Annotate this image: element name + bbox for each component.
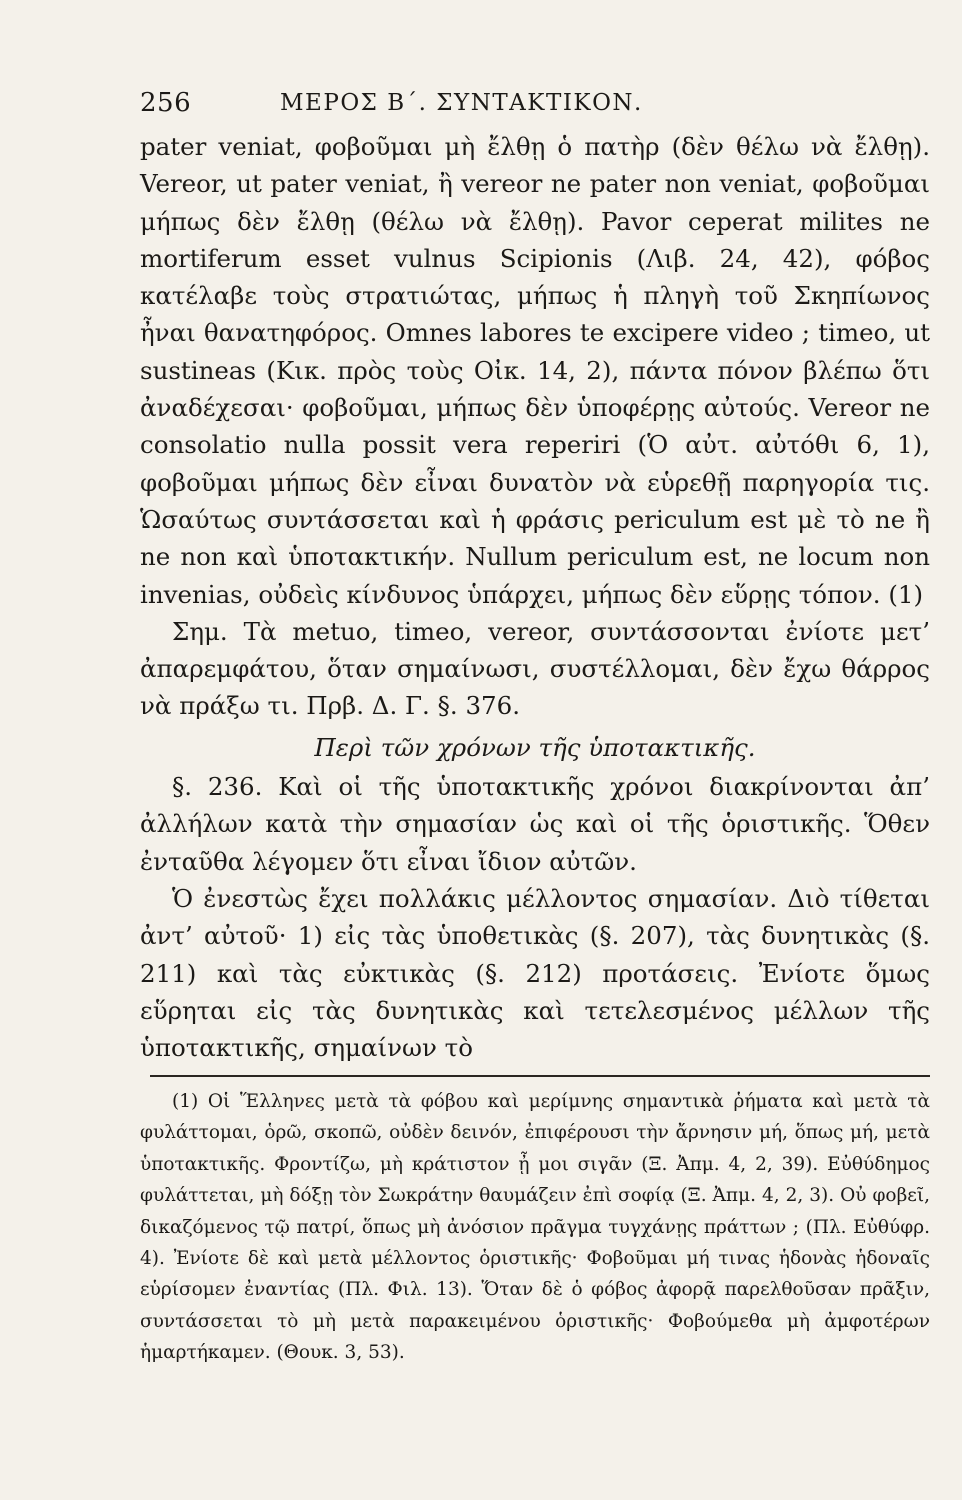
section-heading: Περὶ τῶν χρόνων τῆς ὑποτακτικῆς. (314, 732, 756, 762)
footnote-divider (150, 1075, 930, 1077)
main-text (140, 128, 930, 1066)
section-236-paragraph: §. 236. Καὶ οἱ τῆς ὑποτακτικῆς χρόνοι διακρίνονται ἀπ’ ἀλλήλων κατὰ τὴν σημασίαν ὡς καὶ οἱ τῆς ὁριστικῆς. Ὅθεν ἐνταῦθα λέγομεν ὅτι εἶναι ἴδιον αὐτῶν. (140, 772, 930, 876)
running-title: ΜΕΡΟΣ Β΄. ΣΥΝΤΑΚΤΙΚΟΝ. (280, 90, 643, 116)
page-number: 256 (140, 88, 192, 118)
remark-paragraph: Σημ. Τὰ metuo, timeo, vereor, συντάσσονται ἐνίοτε μετ’ ἀπαρεμφάτου, ὅταν σημαίνωσι, συστέλλομαι, δὲν ἔχω θάρρος νὰ πράξω τι. Πρβ. Δ. Γ. §. 376. (140, 616, 930, 721)
footnote-1: (1) Οἱ Ἕλληνες μετὰ τὰ φόβου καὶ μερίμνης σημαντικὰ ῥήματα καὶ μετὰ τὰ φυλάττομαι, ὁρῶ, σκοπῶ, οὐδὲν δεινόν, ἐπιφέρουσι τὴν ἄρνησιν μή, ὅπως μή, μετὰ ὑποτακτικῆς. Φροντίζω, μὴ κράτιστον ᾖ μοι σιγᾶν (Ξ. Ἀπμ. 4, 2, 39). Εὐθύδημος φυλάττεται, μὴ δόξῃ τὸν Σωκράτην θαυμάζειν ἐπὶ σοφίᾳ (Ξ. Ἀπμ. 4, 2, 3). Οὐ φοβεῖ, δικαζόμενος τῷ πατρί, ὅπως μὴ ἀνόσιον πρᾶγμα τυγχάνῃς πράττων ; (Πλ. Εὐθύφρ. 4). Ἐνίοτε δὲ καὶ μετὰ μέλλοντος ὁριστικῆς· Φοβοῦμαι μή τινας ἡδονὰς ἡδοναῖς εὑρίσομεν ἐναντίας (Πλ. Φιλ. 13). Ὅταν δὲ ὁ φόβος ἀφορᾷ παρελθοῦσαν πρᾶξιν, συντάσσεται τὸ μὴ μετὰ παρακειμένου ὁριστικῆς· Φοβούμεθα μὴ ἀμφοτέρων ἡμαρτήκαμεν. (Θουκ. 3, 53). (140, 1091, 930, 1364)
footnotes (140, 1086, 930, 1369)
page-header (140, 88, 930, 128)
present-tense-paragraph: Ὁ ἐνεστὼς ἔχει πολλάκις μέλλοντος σημασίαν. Διὸ τίθεται ἀντ’ αὐτοῦ· 1) εἰς τὰς ὑποθετικὰς (§. 207), τὰς δυνητικὰς (§. 211) καὶ τὰς εὐκτικὰς (§. 212) προτάσεις. Ἐνίοτε ὅμως εὕρηται εἰς τὰς δυνητικὰς καὶ τετελεσμένος μέλλων τῆς ὑποτακτικῆς, σημαίνων τὸ (140, 883, 930, 1063)
book-page (140, 0, 930, 1500)
paragraph-continuation: pater veniat, φοβοῦμαι μὴ ἔλθῃ ὁ πατὴρ (δὲν θέλω νὰ ἔλθῃ). Vereor, ut pater veniat, ἢ vereor ne pater non veniat, φοβοῦμαι μήπως δὲν ἔλθῃ (θέλω νὰ ἔλθῃ). Pavor ceperat milites ne mortiferum esset vulnus Scipionis (Λιβ. 24, 42), φόβος κατέλαβε τοὺς στρατιώτας, μήπως ἡ πληγὴ τοῦ Σκηπίωνος ἦναι θανατηφόρος. Omnes labores te excipere video ; timeo, ut sustineas (Κικ. πρὸς τοὺς Οἰκ. 14, 2), πάντα πόνον βλέπω ὅτι ἀναδέχεσαι· φοβοῦμαι, μήπως δὲν ὑποφέρῃς αὐτούς. Vereor ne consolatio nulla possit vera reperiri (Ὁ αὐτ. αὐτόθι 6, 1), φοβοῦμαι μήπως δὲν εἶναι δυνατὸν νὰ εὑρεθῇ παρηγορία τις. Ὡσαύτως συντάσσεται καὶ ἡ φράσις periculum est μὲ τὸ ne ἢ ne non καὶ ὑποτακτικήν. Nullum periculum est, ne locum non invenias, οὐδεὶς κίνδυνος ὑπάρχει, μήπως δὲν εὕρῃς τόπον. (1) (140, 132, 930, 609)
